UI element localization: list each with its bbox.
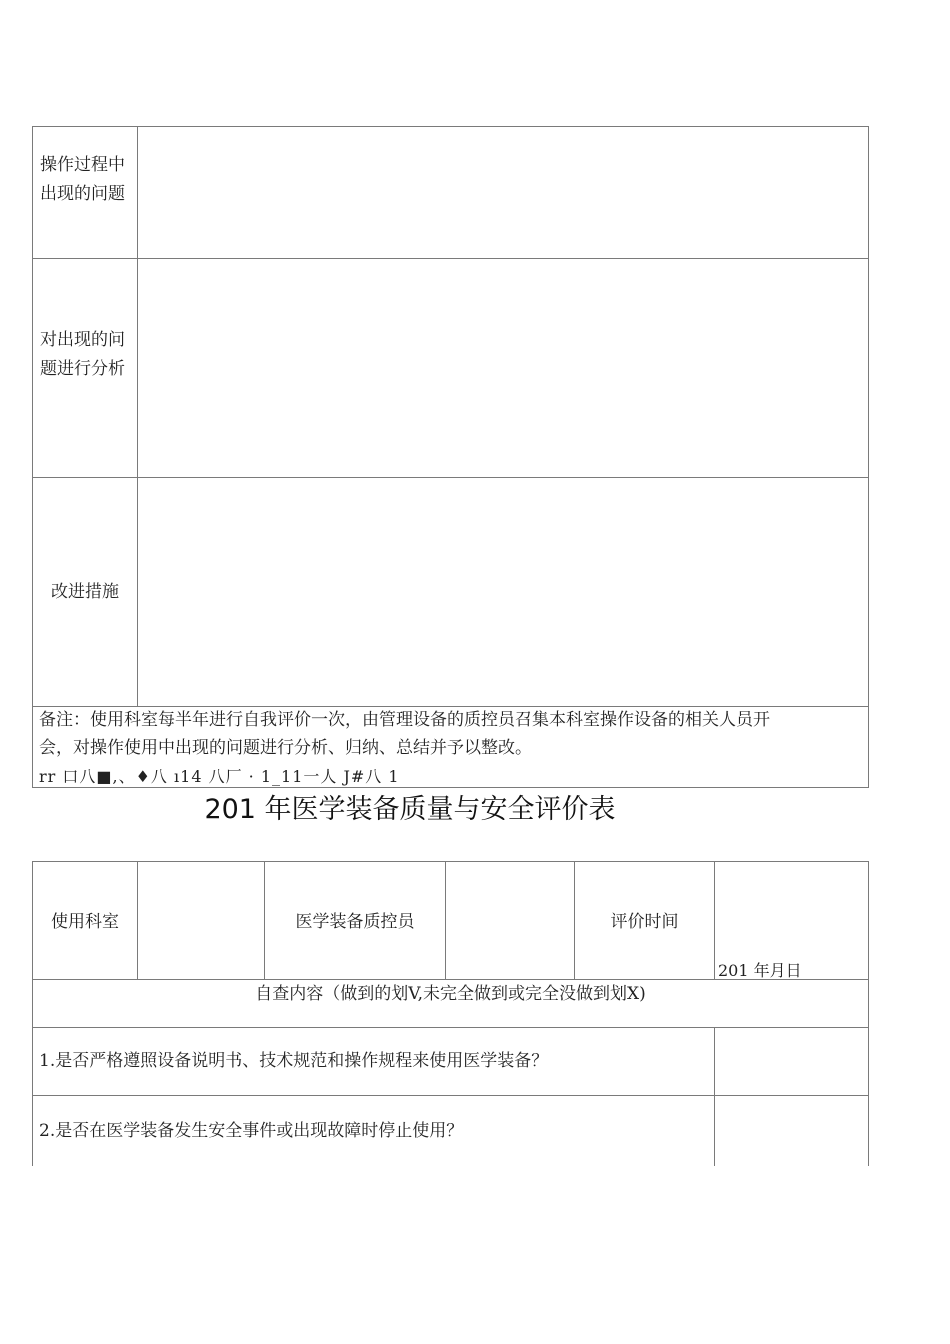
table-border-right [868,861,869,1166]
column-divider [714,861,715,979]
row-label-problems: 操作过程中出现的问题 [40,155,125,204]
remark-line-1: 备注：使用科室每半年进行自我评价一次，由管理设备的质控员召集本科室操作设备的相关人员开 [39,710,770,730]
qc-staff-label: 医学装备质控员 [295,912,415,932]
row-divider [32,1027,869,1028]
check-item-2: 2.是否在医学装备发生安全事件或出现故障时停止使用？ [39,1121,464,1141]
row-label-improvement: 改进措施 [51,582,119,602]
row-divider [32,1095,869,1096]
table-border-left [32,126,33,788]
remark-line-2: 会，对操作使用中出现的问题进行分析、归纳、总结并予以整改。 [39,738,532,758]
check-item-1: 1.是否严格遵照设备说明书、技术规范和操作规程来使用医学装备？ [39,1051,549,1071]
eval-time-label: 评价时间 [610,912,679,932]
mark-column-divider [714,1027,715,1166]
self-check-instruction: 自查内容（做到的划V,未完全做到或完全没做到划X) [255,984,646,1004]
table-border-top [32,861,869,862]
row-divider [32,258,869,259]
column-divider [137,126,138,707]
column-divider [137,861,138,979]
table-border-right [868,126,869,788]
table-border-top [32,126,869,127]
row-divider [32,477,869,478]
garbled-text: rr 口八■,、♦八 ı14 八厂 · 1_11一人 J#八 1 [39,767,400,786]
column-divider [445,861,446,979]
row-label-analysis: 对出现的问题进行分析 [40,330,125,379]
table-border-left [32,861,33,1166]
page-title: 201 年医学装备质量与安全评价表 [204,794,616,825]
eval-time-value[interactable]: 201 年月日 [718,961,802,980]
dept-label: 使用科室 [51,912,119,932]
